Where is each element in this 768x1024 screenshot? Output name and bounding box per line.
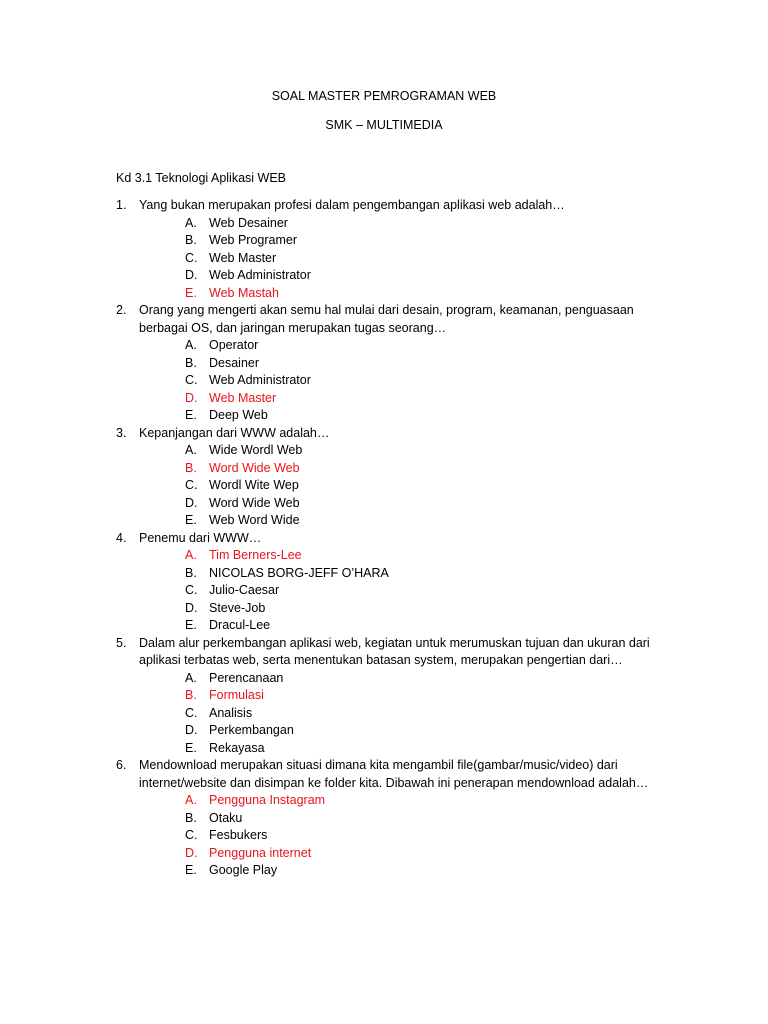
answer-option bbox=[116, 355, 676, 373]
option-letter: C. bbox=[185, 250, 198, 265]
option-text: Web Master bbox=[209, 250, 277, 265]
option-text: Pengguna Instagram bbox=[209, 793, 326, 807]
answer-option bbox=[116, 407, 676, 425]
option-text: Web Desainer bbox=[209, 215, 288, 230]
option-text: Dracul-Lee bbox=[209, 618, 271, 632]
answer-options bbox=[116, 792, 676, 880]
answer-option bbox=[116, 495, 676, 513]
option-text: Web Programer bbox=[209, 233, 297, 247]
option-text: Formulasi bbox=[209, 688, 264, 702]
option-text: Otaku bbox=[209, 810, 243, 825]
option-letter: E. bbox=[185, 618, 197, 632]
option-letter: B. bbox=[185, 688, 197, 702]
option-text: Google Play bbox=[209, 863, 278, 877]
answer-options bbox=[116, 337, 676, 425]
question-text: Kepanjangan dari WWW adalah… bbox=[139, 425, 330, 440]
option-letter: C. bbox=[185, 705, 198, 720]
option-letter: B. bbox=[185, 460, 197, 475]
option-letter: A. bbox=[185, 793, 197, 807]
answer-option bbox=[116, 372, 676, 390]
question-text: Yang bukan merupakan profesi dalam pengembangan aplikasi web adalah… bbox=[139, 198, 565, 212]
option-letter: A. bbox=[185, 215, 197, 230]
option-text: Web Word Wide bbox=[209, 513, 300, 527]
option-text: Web Mastah bbox=[209, 285, 279, 300]
answer-option bbox=[116, 267, 676, 285]
question-number: 1. bbox=[116, 198, 127, 212]
option-letter: E. bbox=[185, 285, 197, 300]
answer-option bbox=[116, 740, 676, 758]
option-letter: E. bbox=[185, 863, 197, 877]
question-item bbox=[116, 757, 676, 880]
document-subtitle: SMK – MULTIMEDIA bbox=[325, 118, 443, 132]
answer-option-correct bbox=[116, 792, 676, 810]
question-item bbox=[116, 197, 676, 302]
answer-option bbox=[116, 250, 676, 268]
question-number: 6. bbox=[116, 758, 127, 772]
option-letter: B. bbox=[185, 355, 197, 370]
answer-options bbox=[116, 442, 676, 530]
option-text: Analisis bbox=[209, 705, 253, 720]
question-item bbox=[116, 635, 676, 758]
option-text: Web Master bbox=[209, 390, 277, 405]
option-text: Julio-Caesar bbox=[209, 583, 280, 597]
option-letter: C. bbox=[185, 478, 198, 492]
option-text: Wordl Wite Wep bbox=[209, 478, 299, 492]
answer-option bbox=[116, 722, 676, 740]
answer-option bbox=[116, 670, 676, 688]
question-list bbox=[116, 197, 676, 880]
question-number: 5. bbox=[116, 635, 127, 650]
option-letter: B. bbox=[185, 565, 197, 580]
option-text: Word Wide Web bbox=[209, 495, 300, 510]
answer-option bbox=[116, 705, 676, 723]
option-text: Tim Berners-Lee bbox=[209, 548, 302, 562]
option-text: Fesbukers bbox=[209, 828, 268, 842]
option-letter: D. bbox=[185, 268, 198, 282]
answer-options bbox=[116, 215, 676, 303]
question-number: 2. bbox=[116, 303, 127, 317]
answer-option-correct bbox=[116, 845, 676, 863]
document-title: SOAL MASTER PEMROGRAMAN WEB bbox=[271, 89, 497, 103]
option-text: NICOLAS BORG-JEFF O’HARA bbox=[209, 565, 389, 580]
section-heading: Kd 3.1 Teknologi Aplikasi WEB bbox=[116, 171, 287, 185]
option-text: Steve-Job bbox=[209, 600, 266, 615]
option-letter: D. bbox=[185, 845, 198, 860]
option-text: Operator bbox=[209, 338, 259, 352]
option-letter: D. bbox=[185, 600, 198, 615]
option-letter: D. bbox=[185, 495, 198, 510]
option-letter: A. bbox=[185, 548, 197, 562]
question-number: 3. bbox=[116, 425, 127, 440]
question-text: Orang yang mengerti akan semu hal mulai dari desain, program, keamanan, penguasaan berbagai OS, dan jaringan merupakan tugas seorang… bbox=[139, 303, 634, 335]
option-text: Desainer bbox=[209, 355, 260, 370]
answer-option bbox=[116, 512, 676, 530]
option-letter: C. bbox=[185, 583, 198, 597]
option-text: Web Administrator bbox=[209, 373, 311, 387]
option-text: Perkembangan bbox=[209, 723, 294, 737]
answer-option bbox=[116, 827, 676, 845]
answer-option bbox=[116, 565, 676, 583]
answer-option bbox=[116, 477, 676, 495]
option-letter: E. bbox=[185, 513, 197, 527]
option-letter: D. bbox=[185, 390, 198, 405]
question-text: Penemu dari WWW… bbox=[139, 530, 262, 545]
answer-option bbox=[116, 442, 676, 460]
option-text: Wide Wordl Web bbox=[209, 443, 303, 457]
answer-option-correct bbox=[116, 460, 676, 478]
answer-option bbox=[116, 810, 676, 828]
option-text: Deep Web bbox=[209, 408, 268, 422]
option-text: Word Wide Web bbox=[209, 460, 300, 475]
answer-option-correct bbox=[116, 390, 676, 408]
question-item bbox=[116, 302, 676, 425]
question-item bbox=[116, 530, 676, 635]
answer-option-correct bbox=[116, 285, 676, 303]
answer-option bbox=[116, 862, 676, 880]
question-text: Dalam alur perkembangan aplikasi web, kegiatan untuk merumuskan tujuan dan ukuran dari aplikasi terbatas web, serta menentukan batasan system, merupakan pengertian dari… bbox=[139, 635, 650, 667]
option-letter: A. bbox=[185, 670, 197, 685]
option-letter: B. bbox=[185, 810, 197, 825]
question-item bbox=[116, 425, 676, 530]
option-letter: E. bbox=[185, 408, 197, 422]
option-letter: B. bbox=[185, 233, 197, 247]
answer-option bbox=[116, 337, 676, 355]
option-letter: E. bbox=[185, 740, 197, 755]
answer-options bbox=[116, 547, 676, 635]
option-letter: A. bbox=[185, 338, 197, 352]
question-text: Mendownload merupakan situasi dimana kita mengambil file(gambar/music/video) dari internet/website dan disimpan ke folder kita. Dibawah ini penerapan mendownload adalah… bbox=[139, 758, 649, 790]
option-text: Rekayasa bbox=[209, 740, 265, 755]
option-letter: A. bbox=[185, 443, 197, 457]
answer-option bbox=[116, 582, 676, 600]
option-text: Perencanaan bbox=[209, 670, 284, 685]
option-letter: C. bbox=[185, 828, 198, 842]
option-letter: D. bbox=[185, 723, 198, 737]
option-text: Pengguna internet bbox=[209, 845, 312, 860]
answer-option bbox=[116, 600, 676, 618]
answer-options bbox=[116, 670, 676, 758]
answer-option bbox=[116, 617, 676, 635]
answer-option bbox=[116, 215, 676, 233]
option-letter: C. bbox=[185, 373, 198, 387]
question-number: 4. bbox=[116, 530, 127, 545]
answer-option-correct bbox=[116, 547, 676, 565]
answer-option bbox=[116, 232, 676, 250]
answer-option-correct bbox=[116, 687, 676, 705]
option-text: Web Administrator bbox=[209, 268, 311, 282]
